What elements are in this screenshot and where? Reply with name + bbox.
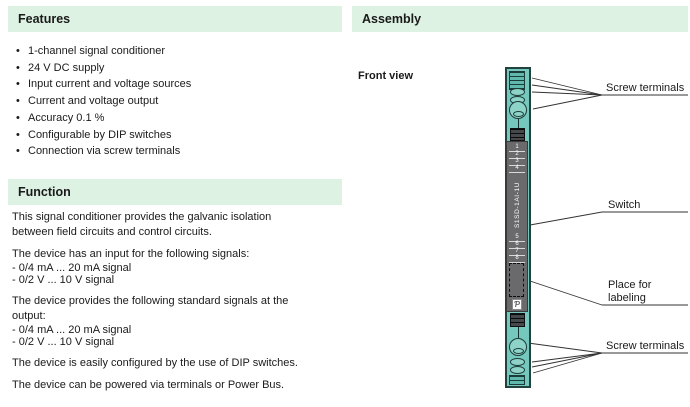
function-paragraph bbox=[12, 356, 342, 371]
device-divider-line bbox=[518, 119, 519, 128]
device-body bbox=[506, 141, 528, 312]
terminal-number: 1 bbox=[509, 144, 525, 152]
screw-head-icon bbox=[509, 101, 527, 119]
terminal-fins-bottom bbox=[509, 375, 525, 385]
features-title: Features bbox=[18, 12, 71, 26]
text-line: output: bbox=[12, 309, 46, 322]
text-line: - 0/4 mA ... 20 mA signal bbox=[12, 323, 132, 336]
text-line: The device has an input for the following signals: bbox=[12, 247, 250, 260]
function-paragraph bbox=[12, 210, 342, 240]
function-header bbox=[8, 179, 342, 205]
callout-screw-terminals-top: Screw terminals bbox=[606, 82, 685, 94]
feature-item: • Accuracy 0.1 % bbox=[16, 110, 342, 127]
feature-item: • Input current and voltage sources bbox=[16, 76, 342, 93]
assembly-title: Assembly bbox=[362, 12, 422, 26]
function-paragraph bbox=[12, 247, 342, 287]
callout-place-for-labeling-2: labeling bbox=[608, 292, 646, 304]
device-divider-line bbox=[518, 327, 519, 338]
text-line: - 0/2 V ... 10 V signal bbox=[12, 274, 115, 287]
connector-block-bottom bbox=[510, 313, 525, 327]
function-title: Function bbox=[18, 184, 71, 199]
terminal-number: 4 bbox=[509, 165, 525, 173]
function-paragraph bbox=[12, 378, 342, 393]
connector-block-top bbox=[510, 128, 525, 141]
features-header bbox=[8, 6, 342, 32]
callout-screw-terminals-bottom: Screw terminals bbox=[606, 340, 685, 352]
brand-logo-icon: Ƥ bbox=[512, 299, 522, 310]
terminal-number: 6 bbox=[509, 241, 525, 249]
terminal-number: 2 bbox=[509, 151, 525, 159]
function-body bbox=[12, 210, 342, 393]
terminal-number: 5 bbox=[509, 234, 525, 242]
features-list bbox=[8, 43, 342, 160]
function-paragraph bbox=[12, 294, 342, 349]
right-column bbox=[352, 6, 688, 406]
screw-terminal-icon bbox=[510, 358, 525, 366]
text-line: This signal conditioner provides the galvanic isolation bbox=[12, 210, 272, 223]
feature-item: • 1-channel signal conditioner bbox=[16, 43, 342, 60]
terminal-number: 3 bbox=[509, 158, 525, 166]
text-line: The device is easily configured by the use of DIP switches. bbox=[12, 356, 298, 369]
feature-item: • Configurable by DIP switches bbox=[16, 127, 342, 144]
device-model-label: S1SD-1AI-1U bbox=[513, 182, 521, 228]
screw-head-icon bbox=[509, 338, 527, 356]
front-view-label: Front view bbox=[358, 70, 414, 82]
text-line: The device can be powered via terminals or Power Bus. bbox=[12, 378, 285, 391]
text-line: - 0/2 V ... 10 V signal bbox=[12, 336, 115, 349]
terminal-number: 8 bbox=[509, 255, 525, 263]
device-front-view bbox=[505, 67, 531, 388]
screw-terminal-icon bbox=[510, 88, 525, 96]
text-line: between field circuits and control circuits. bbox=[12, 225, 212, 238]
terminal-number: 7 bbox=[509, 248, 525, 256]
feature-item: • 24 V DC supply bbox=[16, 60, 342, 77]
text-line: - 0/4 mA ... 20 mA signal bbox=[12, 261, 132, 274]
text-line: The device provides the following standard signals at the bbox=[12, 294, 289, 307]
feature-item: • Current and voltage output bbox=[16, 93, 342, 110]
callout-place-for-labeling-1: Place for bbox=[608, 279, 652, 291]
screw-slot-icon bbox=[513, 111, 524, 117]
screw-terminal-icon bbox=[510, 366, 525, 374]
labeling-area bbox=[509, 263, 524, 297]
feature-item: • Connection via screw terminals bbox=[16, 143, 342, 160]
callout-switch: Switch bbox=[608, 199, 641, 211]
assembly-header bbox=[352, 6, 688, 32]
left-column bbox=[8, 6, 342, 400]
screw-slot-icon bbox=[513, 348, 524, 354]
